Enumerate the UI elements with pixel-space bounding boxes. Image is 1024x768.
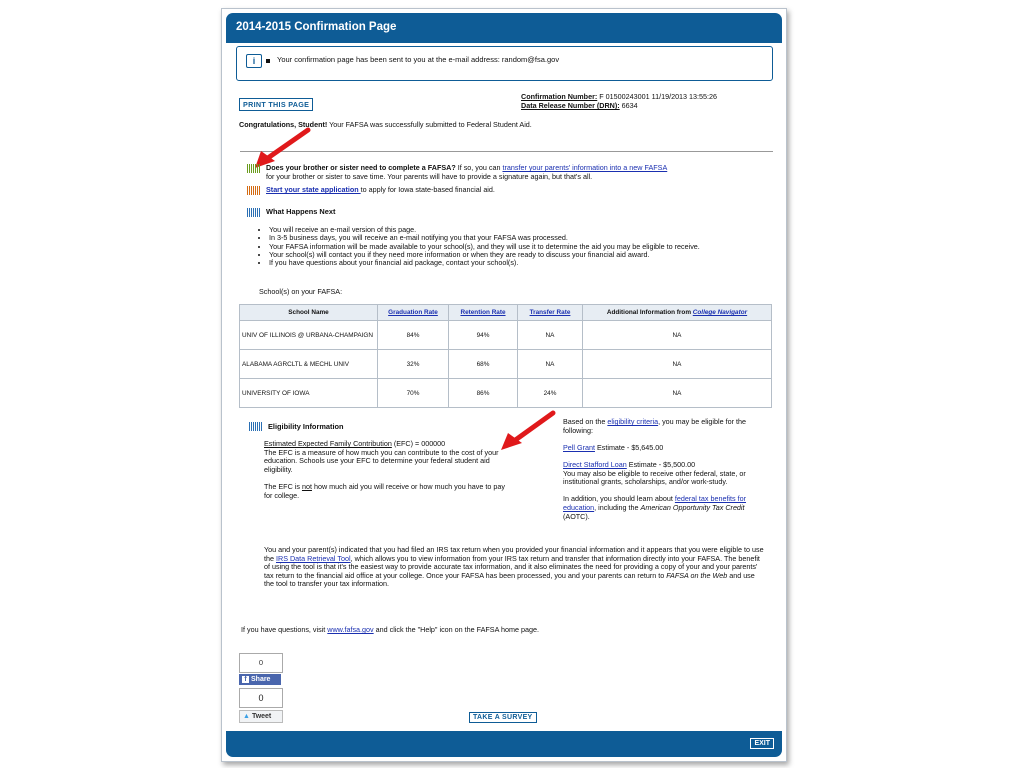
schools-caption: School(s) on your FAFSA: [259, 287, 343, 296]
graduation-rate: 84% [378, 321, 449, 350]
retention-rate: 68% [449, 350, 518, 379]
retention-rate: 86% [449, 379, 518, 408]
other-aid-text: You may also be eligible to receive other federal, state, or institutional grants, scholarships, and/or work-study. [563, 468, 746, 487]
eligibility-right-pre: Based on the [563, 417, 608, 426]
table-row [240, 350, 772, 379]
school-name: UNIV OF ILLINOIS @ URBANA-CHAMPAIGN [240, 321, 378, 350]
congrats-bold: Congratulations, Student! [239, 120, 328, 129]
sibling-pre: If so, you can [455, 163, 503, 172]
schools-table [239, 304, 772, 408]
graduation-rate-link[interactable]: Graduation Rate [388, 309, 438, 316]
school-name: ALABAMA AGRCLTL & MECHL UNIV [240, 350, 378, 379]
irs-post: and use the tool to transfer your tax information. [264, 570, 755, 589]
sibling-line2: for your brother or sister to save time. Your parents will have to provide a signature again, but that's all. [266, 171, 593, 181]
college-navigator-link[interactable]: College Navigator [692, 309, 748, 316]
pell-grant-estimate: Estimate - $5,645.00 [594, 442, 664, 452]
red-arrow-annotation-2 [497, 408, 559, 452]
tax-benefits-link[interactable]: federal tax benefits for education [563, 494, 747, 512]
fafsa-on-web-text: FAFSA on the Web [666, 570, 728, 580]
tax-post: (AOTC). [563, 511, 590, 521]
col-graduation-rate[interactable] [378, 305, 449, 321]
drn-value: 6634 [619, 101, 638, 110]
tweet-label: Tweet [251, 713, 272, 720]
table-header-row [240, 305, 772, 321]
what-happens-next-heading: What Happens Next [266, 207, 336, 216]
table-row [240, 321, 772, 350]
list-item: • You will receive an e-mail version of this page. [269, 226, 769, 234]
eligibility-right [563, 418, 768, 521]
print-this-page-button[interactable]: PRINT THIS PAGE [239, 98, 313, 111]
take-a-survey-button[interactable]: TAKE A SURVEY [469, 712, 537, 723]
additional-info: NA [583, 350, 772, 379]
facebook-share-button[interactable] [239, 674, 281, 685]
twitter-bird-icon: ▲ [243, 713, 250, 720]
transfer-rate: 24% [518, 379, 583, 408]
table-row [240, 379, 772, 408]
drn-label: Data Release Number (DRN): [521, 101, 620, 110]
transfer-rate: NA [518, 321, 583, 350]
confirmation-number [521, 92, 717, 101]
col-transfer-rate[interactable] [518, 305, 583, 321]
exit-button[interactable]: EXIT [750, 738, 774, 749]
twitter-tweet-count: 0 [239, 688, 283, 708]
state-app-text [266, 186, 495, 195]
list-item: • Your FAFSA information will be made available to your school(s), and they will use it to determine the aid you may be eligible to receive. [269, 243, 769, 251]
sibling-icon [247, 164, 260, 173]
list-item: • Your school(s) will contact you if they need more information or when they are ready to discuss your financial aid award. [269, 251, 769, 259]
facebook-share-count: 0 [239, 653, 283, 673]
efc-value: (EFC) = 000000 [391, 439, 446, 448]
page-title: 2014-2015 Confirmation Page [236, 21, 397, 33]
state-app-desc: to apply for Iowa state-based financial aid. [360, 185, 495, 194]
tax-mid: , including the [594, 502, 641, 512]
retention-rate: 94% [449, 321, 518, 350]
what-next-icon [247, 208, 260, 217]
retention-rate-link[interactable]: Retention Rate [460, 309, 506, 316]
eligibility-heading: Eligibility Information [268, 422, 344, 431]
eligibility-criteria-link[interactable]: eligibility criteria [607, 417, 659, 426]
help-text [241, 626, 539, 635]
info-icon: i [246, 54, 262, 68]
col-additional-info [583, 305, 772, 321]
share-label: Share [251, 676, 271, 683]
efc-not-pre: The EFC is [264, 481, 302, 491]
email-notice-box [236, 46, 773, 81]
confirmation-number-label: Confirmation Number: [521, 92, 598, 101]
efc-not-word: not [301, 481, 312, 491]
confirmation-page [221, 8, 787, 762]
transfer-info-link[interactable]: transfer your parents' information into a new FAFSA [502, 163, 668, 172]
divider [240, 151, 773, 152]
col-school-name: School Name [240, 305, 378, 321]
sibling-question: Does your brother or sister need to complete a FAFSA? [266, 163, 456, 172]
eligibility-right-post: , you may be eligible for the following: [563, 417, 746, 435]
efc-description: The EFC is a measure of how much you can contribute to the cost of your education. Schools use your EFC to determine your federal student aid eligibility. [264, 447, 499, 474]
congrats-message: Your FAFSA was successfully submitted to Federal Student Aid. [327, 120, 532, 129]
facebook-icon: f [242, 676, 249, 683]
help-pre: If you have questions, visit [241, 625, 328, 634]
efc-label: Estimated Expected Family Contribution [264, 439, 392, 448]
additional-info: NA [583, 321, 772, 350]
additional-info: NA [583, 379, 772, 408]
drn [521, 101, 638, 110]
help-post: and click the "Help" icon on the FAFSA home page. [373, 625, 539, 634]
graduation-rate: 32% [378, 350, 449, 379]
stafford-loan-estimate: Estimate - $5,500.00 [626, 459, 696, 469]
graduation-rate: 70% [378, 379, 449, 408]
additional-info-label: Additional Information from [606, 309, 693, 316]
school-name: UNIVERSITY OF IOWA [240, 379, 378, 408]
irs-paragraph [264, 546, 764, 589]
col-retention-rate[interactable] [449, 305, 518, 321]
list-item: • If you have questions about your financial aid package, contact your school(s). [269, 259, 769, 267]
confirmation-number-value: F 01500243001 11/19/2013 13:55:26 [597, 92, 718, 101]
sibling-text [266, 164, 771, 181]
bullet-icon [266, 59, 270, 63]
tax-pre: In addition, you should learn about [563, 494, 675, 504]
twitter-tweet-button[interactable] [239, 710, 283, 723]
page-header [226, 13, 782, 43]
irs-pre: You and your parent(s) indicated that you had filed an IRS tax return when you provided your financial information and it appears that you were eligible to use the [264, 545, 764, 563]
what-next-list [257, 226, 769, 267]
eligibility-icon [249, 422, 262, 431]
irs-mid: , which allows you to view information from your IRS tax return and transfer that information directly into your FAFSA. The benefit of using the tool is that it's the easiest way to provide accurate tax information, and it also eliminates the need for providing a copy of your and your parents' tax return to the financial aid office at your college. Once your FAFSA has been processed, you and your parents can return to [264, 553, 760, 580]
transfer-rate-link[interactable]: Transfer Rate [529, 309, 571, 316]
state-app-icon [247, 186, 260, 195]
pell-grant-link[interactable]: Pell Grant [563, 442, 595, 452]
aotc-text: American Opportunity Tax Credit [640, 502, 745, 512]
stafford-loan-link[interactable]: Direct Stafford Loan [563, 459, 627, 469]
fafsa-gov-link[interactable]: www.fafsa.gov [327, 625, 374, 634]
page-footer [226, 731, 782, 757]
email-notice-text: Your confirmation page has been sent to you at the e-mail address: random@fsa.gov [277, 55, 560, 64]
efc-block [264, 440, 514, 500]
irs-data-retrieval-link[interactable]: IRS Data Retrieval Tool [276, 553, 351, 563]
efc-not-post: how much aid you will receive or how much you have to pay for college. [264, 481, 505, 500]
list-item: • In 3-5 business days, you will receive an e-mail notifying you that your FAFSA was processed. [269, 234, 769, 242]
state-application-link[interactable]: Start your state application [266, 185, 361, 194]
transfer-rate: NA [518, 350, 583, 379]
